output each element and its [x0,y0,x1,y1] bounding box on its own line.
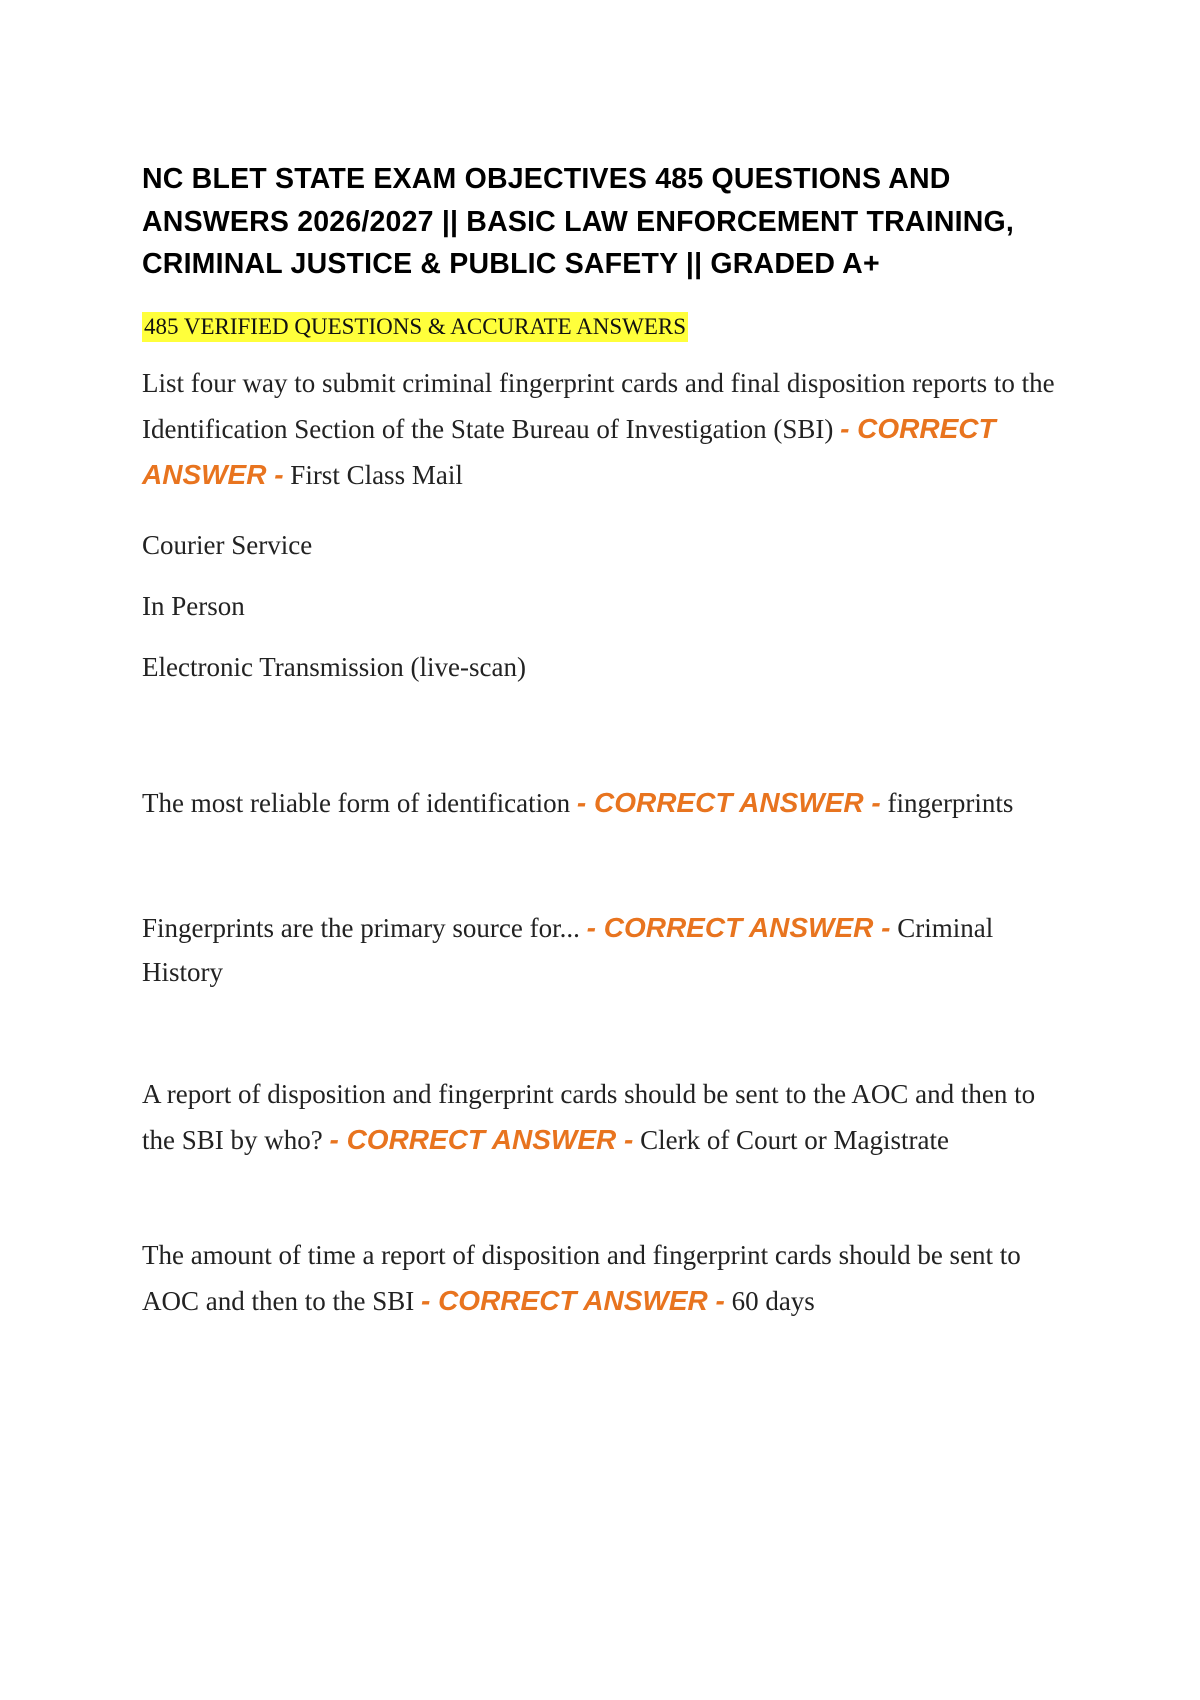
answer-text: Clerk of Court or Magistrate [640,1124,950,1155]
question-text: A report of disposition and fingerprint cards should be sent to the AOC and then to the SBI by who? [142,1078,1036,1155]
qa-item-2 [142,780,1072,826]
correct-answer-marker: - CORRECT ANSWER - [329,1123,634,1155]
question-text: Fingerprints are the primary source for... [142,912,580,943]
correct-answer-marker: - CORRECT ANSWER - [586,911,891,943]
question-text: The amount of time a report of disposition and fingerprint cards should be sent to AOC and then to the SBI [142,1239,1021,1316]
qa-item-5 [142,1233,1072,1324]
banner-row [142,286,1072,342]
correct-answer-marker: - CORRECT ANSWER - [420,1284,725,1316]
answer-line-electronic: Electronic Transmission (live-scan) [142,651,526,682]
question-text: List four way to submit criminal fingerprint cards and final disposition reports to the Identification Section of the State Bureau of Investigation (SBI) [142,367,1055,444]
correct-answer-marker: - CORRECT ANSWER - [142,412,996,490]
answer-line-courier: Courier Service [142,529,313,560]
answer-text: fingerprints [887,787,1014,818]
document-page [142,158,1072,1324]
qa-item-3 [142,906,1072,994]
answer-text: 60 days [731,1285,815,1316]
correct-answer-marker: - CORRECT ANSWER - [576,786,881,818]
document-title: NC BLET STATE EXAM OBJECTIVES 485 QUESTIONS AND ANSWERS 2026/2027 || BASIC LAW ENFORCEMENT TRAINING, CRIMINAL JUSTICE & PUBLIC SAFETY || GRADED A+ [142,163,1014,280]
answer-line-in-person: In Person [142,590,245,621]
qa-item-1 [142,360,1072,498]
answer-text: Criminal History [142,912,994,987]
answer-text: First Class Mail [290,459,463,490]
verified-banner: 485 VERIFIED QUESTIONS & ACCURATE ANSWERS [142,312,688,342]
question-text: The most reliable form of identification [142,787,571,818]
qa-item-4 [142,1072,1072,1163]
